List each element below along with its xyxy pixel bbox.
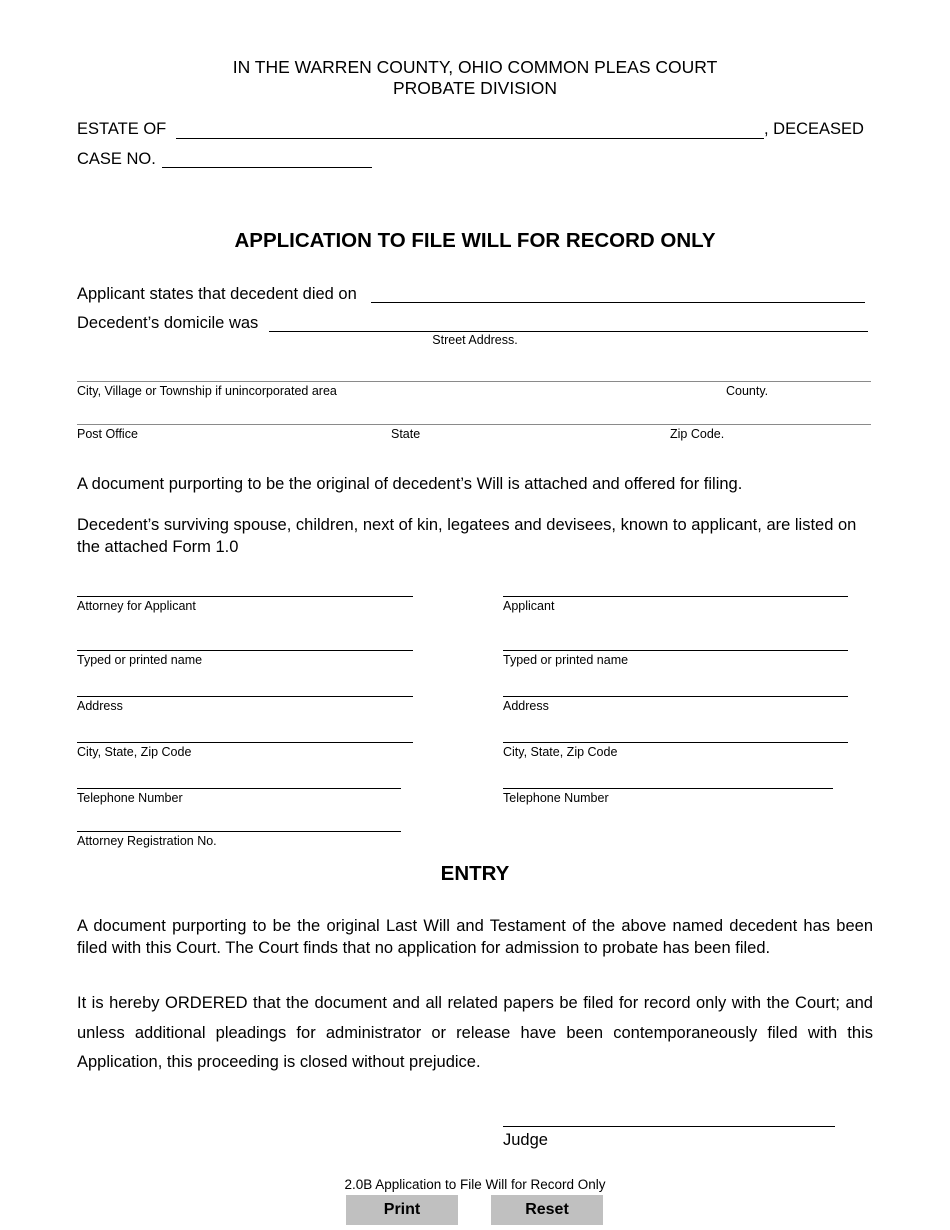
reset-button[interactable]: Reset: [491, 1195, 603, 1225]
domicile-label: Decedent’s domicile was: [77, 314, 259, 332]
entry-paragraph-1: A document purporting to be the original Last Will and Testament of the above named decedent has been filed with this Court. The Court finds that no application for admission to probate has been filed.: [77, 917, 873, 957]
street-caption: Street Address.: [432, 333, 518, 347]
print-button[interactable]: Print: [346, 1195, 458, 1225]
court-name: IN THE WARREN COUNTY, OHIO COMMON PLEAS COURT: [232, 57, 718, 77]
post-office-caption: Post Office: [77, 427, 138, 441]
form-id: 2.0B Application to File Will for Record Only: [344, 1177, 606, 1192]
died-on-label: Applicant states that decedent died on: [77, 285, 357, 303]
court-division: PROBATE DIVISION: [392, 78, 557, 98]
attorney-address-caption: Address: [77, 699, 123, 713]
survivors-statement: Decedent’s surviving spouse, children, next of kin, legatees and devisees, known to applicant, are listed on the attached Form 1.0: [77, 516, 857, 556]
attorney-name-caption: Typed or printed name: [77, 653, 203, 667]
case-label: CASE NO.: [77, 150, 156, 168]
attorney-address-line[interactable]: [77, 696, 413, 697]
judge-label: Judge: [503, 1131, 548, 1149]
attorney-phone-caption: Telephone Number: [77, 791, 183, 805]
state-caption: State: [391, 427, 421, 441]
applicant-address-caption: Address: [503, 699, 549, 713]
attorney-phone-line[interactable]: [77, 788, 401, 789]
applicant-city-caption: City, State, Zip Code: [503, 745, 618, 759]
applicant-signature-line[interactable]: [503, 596, 848, 597]
street-address-field[interactable]: [269, 331, 868, 332]
case-number-field[interactable]: [162, 167, 372, 168]
page-title: APPLICATION TO FILE WILL FOR RECORD ONLY: [234, 229, 716, 252]
judge-signature-line[interactable]: [503, 1126, 835, 1127]
applicant-city-line[interactable]: [503, 742, 848, 743]
attorney-city-caption: City, State, Zip Code: [77, 745, 192, 759]
applicant-address-line[interactable]: [503, 696, 848, 697]
attorney-caption: Attorney for Applicant: [77, 599, 196, 613]
attorney-signature-line[interactable]: [77, 596, 413, 597]
applicant-phone-caption: Telephone Number: [503, 791, 609, 805]
attorney-city-line[interactable]: [77, 742, 413, 743]
estate-name-field[interactable]: [176, 138, 764, 139]
applicant-name-line[interactable]: [503, 650, 848, 651]
estate-suffix: , DECEASED: [764, 120, 864, 138]
date-of-death-field[interactable]: [371, 302, 865, 303]
city-caption: City, Village or Township if unincorporated area: [77, 384, 337, 398]
post-office-field[interactable]: [77, 424, 871, 425]
entry-paragraph-2: It is hereby ORDERED that the document and all related papers be filed for record only with the Court; and unless additional pleadings for administrator or release have been contemporaneously filed with this Application, this proceeding is closed without prejudice.: [77, 994, 873, 1071]
zip-caption: Zip Code.: [670, 427, 725, 441]
entry-heading: ENTRY: [440, 862, 510, 885]
will-attached-statement: A document purporting to be the original of decedent’s Will is attached and offered for filing.: [77, 475, 743, 493]
attorney-registration-caption: Attorney Registration No.: [77, 834, 217, 848]
attorney-name-line[interactable]: [77, 650, 413, 651]
county-caption: County.: [726, 384, 769, 398]
applicant-phone-line[interactable]: [503, 788, 833, 789]
attorney-registration-line[interactable]: [77, 831, 401, 832]
estate-prefix: ESTATE OF: [77, 120, 167, 138]
applicant-name-caption: Typed or printed name: [503, 653, 629, 667]
city-county-field[interactable]: [77, 381, 871, 382]
applicant-caption: Applicant: [503, 599, 555, 613]
